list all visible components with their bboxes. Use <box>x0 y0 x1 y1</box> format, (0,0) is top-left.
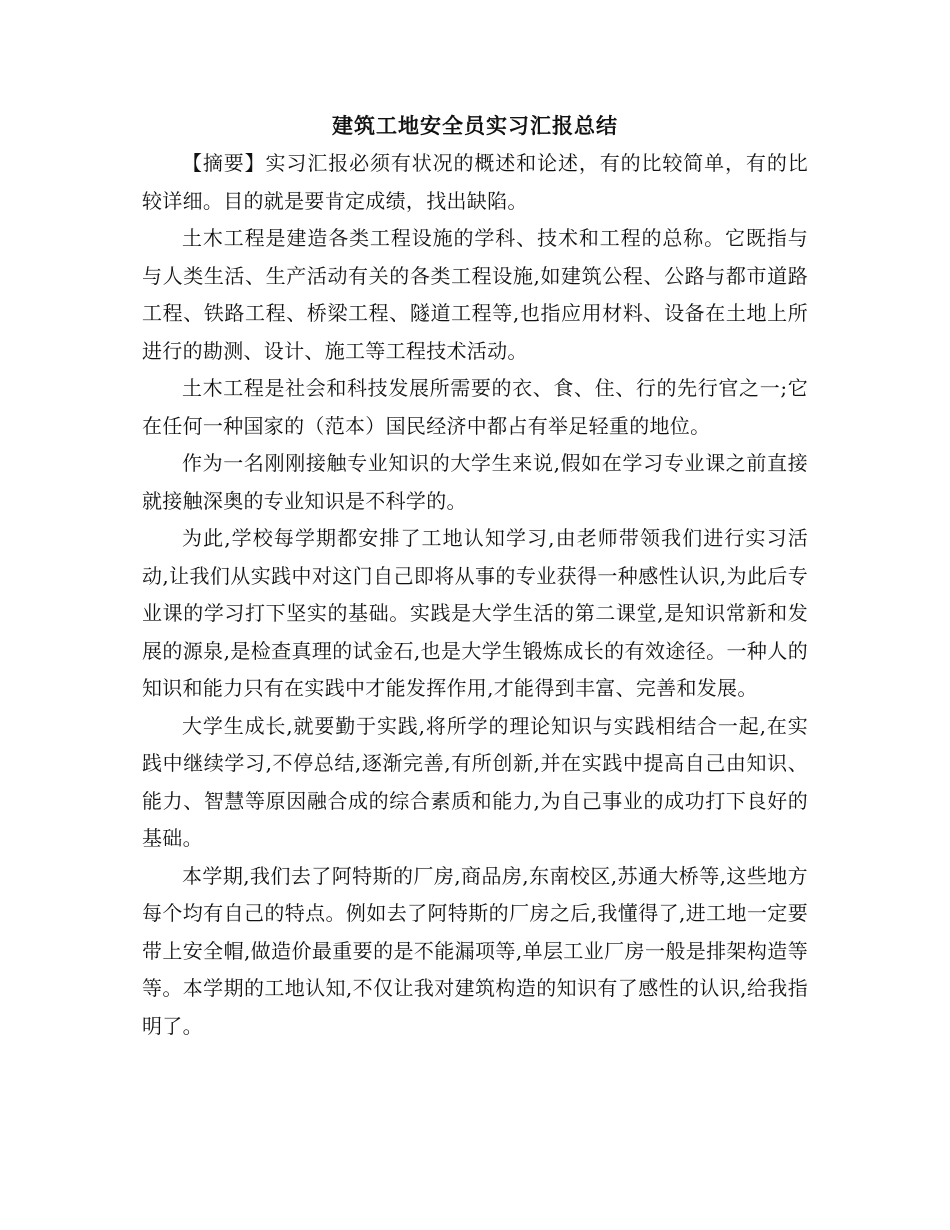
body-paragraph: 本学期,我们去了阿特斯的厂房,商品房,东南校区,苏通大桥等,这些地方每个均有自己的特点。例如去了阿特斯的厂房之后,我懂得了,进工地一定要带上安全帽,做造价最重要的是不能漏项等,单层工业厂房一般是排架构造等等。本学期的工地认知,不仅让我对建筑构造的知识有了感性的认识,给我指明了。 <box>142 863 808 1038</box>
abstract-paragraph: 【摘要】实习汇报必须有状况的概述和论述，有的比较简单，有的比较详细。目的就是要肯定成绩，找出缺陷。 <box>142 151 808 213</box>
body-paragraph: 土木工程是社会和科技发展所需要的衣、食、住、行的先行官之一;它在任何一种国家的（范本）国民经济中都占有举足轻重的地位。 <box>142 376 808 438</box>
body-paragraph: 作为一名刚刚接触专业知识的大学生来说,假如在学习专业课之前直接就接触深奥的专业知识是不科学的。 <box>142 451 808 513</box>
body-paragraph: 为此,学校每学期都安排了工地认知学习,由老师带领我们进行实习活动,让我们从实践中对这门自己即将从事的专业获得一种感性认识,为此后专业课的学习打下坚实的基础。实践是大学生活的第二课堂,是知识常新和发展的源泉,是检查真理的试金石,也是大学生锻炼成长的有效途径。一种人的知识和能力只有在实践中才能发挥作用,才能得到丰富、完善和发展。 <box>142 526 808 700</box>
body-paragraph: 土木工程是建造各类工程设施的学科、技术和工程的总称。它既指与与人类生活、生产活动有关的各类工程设施,如建筑公程、公路与都市道路工程、铁路工程、桥梁工程、隧道工程等,也指应用材料、设备在土地上所进行的勘测、设计、施工等工程技术活动。 <box>142 226 808 363</box>
document-title: 建筑工地安全员实习汇报总结 <box>332 113 618 138</box>
document-body <box>142 145 808 1045</box>
body-paragraph: 大学生成长,就要勤于实践,将所学的理论知识与实践相结合一起,在实践中继续学习,不停总结,逐渐完善,有所创新,并在实践中提高自己由知识、能力、智慧等原因融合成的综合素质和能力,为自己事业的成功打下良好的基础。 <box>142 713 808 850</box>
